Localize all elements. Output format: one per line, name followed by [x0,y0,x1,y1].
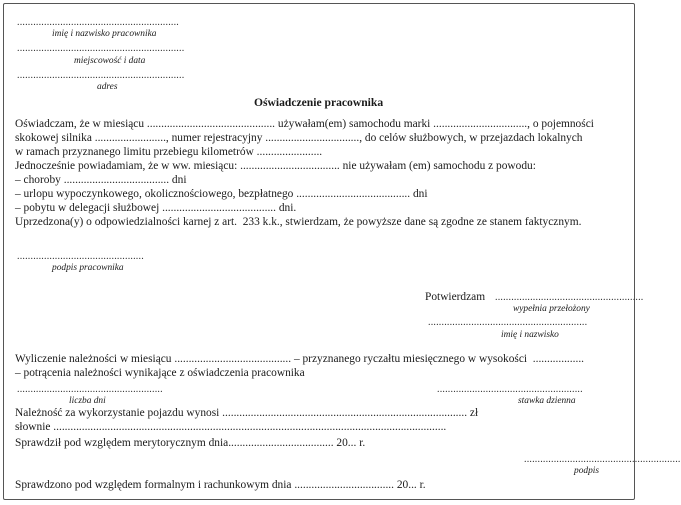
place-date-caption: miejscowość i data [74,56,146,66]
confirm-label: Potwierdzam [425,291,486,303]
checker-signature-caption: podpis [574,466,600,476]
calculation-line-4: słownie .......................................................................................................................................... [15,421,447,433]
calculation-line-2: – potrącenia należności wynikające z oświadczenia pracownika [15,367,305,379]
address-dots[interactable]: .............................................................. [17,70,185,81]
supervisor-name-dots[interactable]: ........................................................... [428,317,588,328]
confirm-dots[interactable]: ....................................................... [495,292,644,303]
declaration-line-6: – urlopu wypoczynkowego, okolicznościowego, bezpłatnego ........................................ dni [15,188,428,200]
supervisor-name-caption: imię i nazwisko [501,330,559,340]
employee-signature-dots[interactable]: ............................................... [17,251,144,262]
declaration-line-4: Jednocześnie powiadamiam, że w ww. miesiącu: ................................... nie używałam (em) samochodu z powodu: [15,160,536,172]
declaration-line-8: Uprzedzona(y) o odpowiedzialności karnej z art. 233 k.k., stwierdzam, że powyższe dane są zgodne ze stanem faktycznym. [15,216,582,228]
days-dots[interactable]: ...................................................... [17,384,163,395]
employee-name-caption: imię i nazwisko pracownika [52,29,157,39]
calculation-line-5: Sprawdził pod względem merytorycznym dnia..................................... 20... r. [15,437,366,449]
form-frame [3,3,681,500]
declaration-line-1: Oświadczam, że w miesiącu ............................................. używałam(em) samochodu marki ................................., o pojemności [15,118,594,130]
rate-dots[interactable]: ...................................................... [437,384,583,395]
declaration-line-2: skokowej silnika ........................., numer rejestracyjny ................................., do celów służbowych, w przejazdach lokalnych [15,132,583,144]
form-title: Oświadczenie pracownika [254,96,384,109]
days-caption: liczba dni [69,396,106,406]
calculation-line-6: Sprawdzono pod względem formalnym i rachunkowym dnia ................................... 20... r. [15,479,426,491]
supervisor-caption: wypełnia przełożony [513,304,590,314]
address-caption: adres [97,82,118,92]
calculation-line-1: Wyliczenie należności w miesiącu ......................................... – przyznanego ryczałtu miesięcznego w wysokości .................. [15,353,585,365]
employee-name-dots[interactable]: ............................................................ [17,17,179,28]
checker-signature-dots[interactable]: .......................................................... [524,454,681,465]
employee-signature-caption: podpis pracownika [52,263,124,273]
declaration-line-5: – choroby ..................................... dni [15,174,187,186]
declaration-line-3: w ramach przyznanego limitu przebiegu kilometrów ....................... [15,146,323,158]
declaration-line-7: – pobytu w delegacji służbowej ........................................ dni. [15,202,297,214]
place-date-dots[interactable]: .............................................................. [17,43,185,54]
rate-caption: stawka dzienna [518,396,576,406]
calculation-line-3: Należność za wykorzystanie pojazdu wynosi ...................................................................................... zł [15,407,479,419]
